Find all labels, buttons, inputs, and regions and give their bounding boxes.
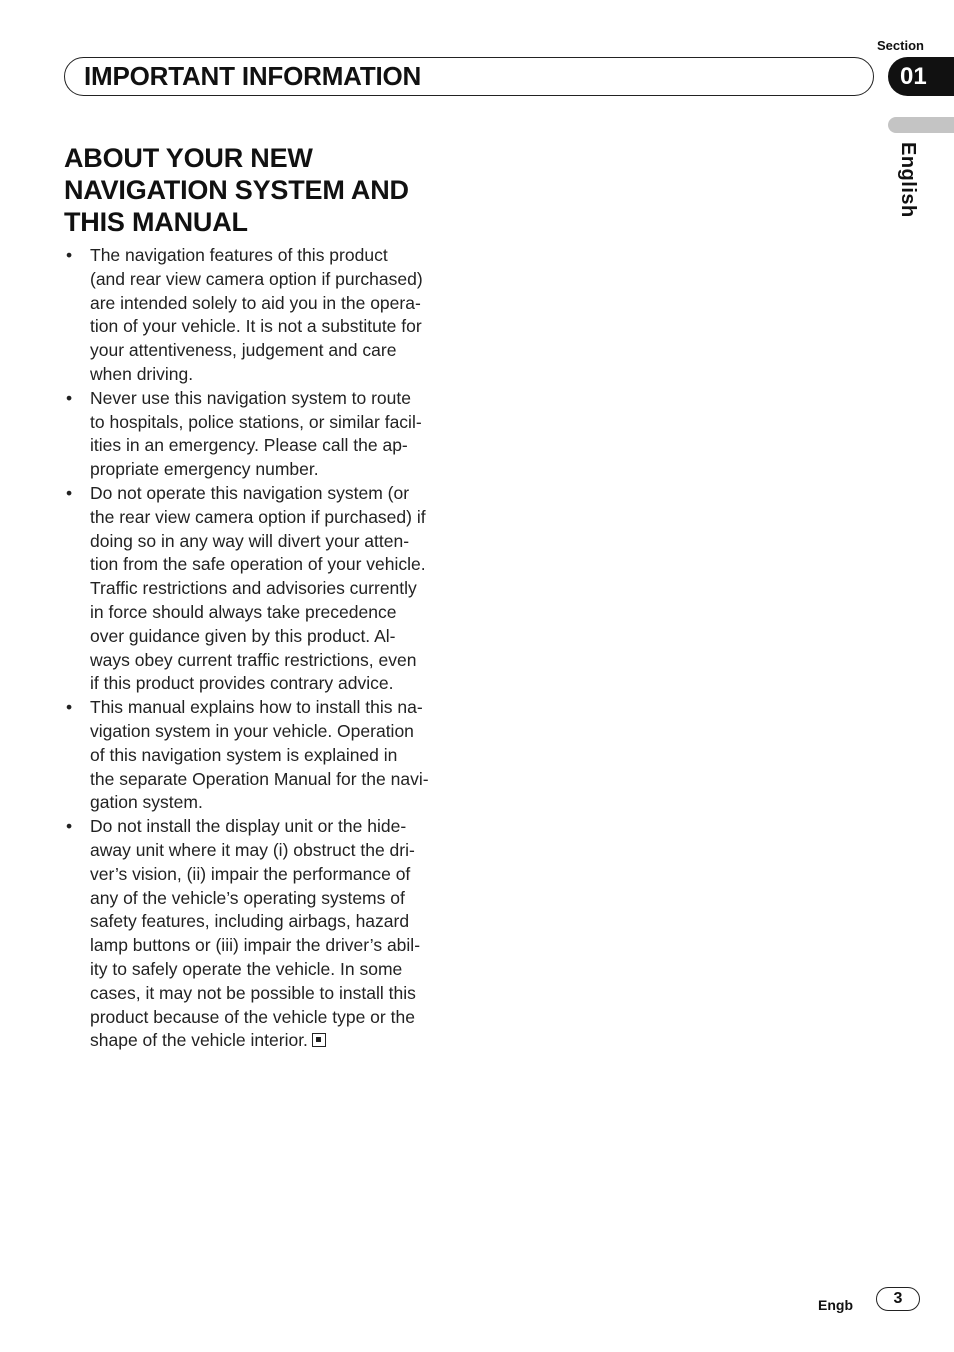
bullet-line: of this navigation system is explained in bbox=[90, 744, 398, 765]
bullet-line: ver’s vision, (ii) impair the performance of bbox=[90, 863, 411, 884]
page-title bbox=[64, 142, 484, 238]
bullet-line: Do not install the display unit or the hide- bbox=[90, 816, 407, 837]
bullet-line: in force should always take precedence bbox=[90, 601, 397, 622]
header-title: IMPORTANT INFORMATION bbox=[84, 61, 422, 91]
bullet-dot-icon: • bbox=[66, 816, 73, 837]
language-tab-indicator bbox=[888, 117, 954, 133]
bullet-line: Traffic restrictions and advisories currently bbox=[90, 578, 417, 599]
bullet-line: ities in an emergency. Please call the ap- bbox=[90, 435, 408, 456]
bullet-line: Do not operate this navigation system (or bbox=[90, 482, 410, 503]
section-label: Section bbox=[877, 38, 924, 53]
bullet-line: propriate emergency number. bbox=[90, 459, 319, 480]
bullet-line: (and rear view camera option if purchased) bbox=[90, 268, 423, 289]
bullet-line: gation system. bbox=[90, 792, 203, 813]
bullet-line: cases, it may not be possible to install this bbox=[90, 982, 416, 1003]
bullet-line: product because of the vehicle type or the bbox=[90, 1006, 415, 1027]
bullet-line: tion of your vehicle. It is not a substitute for bbox=[90, 316, 422, 337]
bullet-line: The navigation features of this product bbox=[90, 245, 388, 265]
bullet-list bbox=[64, 244, 454, 1053]
bullet-line: doing so in any way will divert your atten- bbox=[90, 530, 410, 551]
bullet-line: ity to safely operate the vehicle. In some bbox=[90, 958, 403, 979]
bullet-line: when driving. bbox=[90, 363, 194, 384]
end-of-section-icon bbox=[312, 1033, 326, 1047]
bullet-item bbox=[64, 815, 454, 1053]
bullet-line: away unit where it may (i) obstruct the dri- bbox=[90, 839, 415, 860]
bullet-dot-icon: • bbox=[66, 482, 73, 503]
bullet-line: tion from the safe operation of your vehicle. bbox=[90, 554, 426, 575]
bullet-line: the rear view camera option if purchased) if bbox=[90, 506, 426, 527]
bullet-line: to hospitals, police stations, or similar facil- bbox=[90, 411, 422, 432]
page-title-line: NAVIGATION SYSTEM AND bbox=[64, 175, 409, 205]
bullet-line: over guidance given by this product. Al- bbox=[90, 625, 396, 646]
page-title-line: THIS MANUAL bbox=[64, 207, 248, 237]
bullet-line: shape of the vehicle interior. bbox=[90, 1030, 308, 1051]
bullet-item bbox=[64, 387, 454, 482]
footer-language-code: Engb bbox=[818, 1297, 853, 1313]
bullet-line: ways obey current traffic restrictions, even bbox=[90, 649, 417, 670]
bullet-line: This manual explains how to install this na- bbox=[90, 697, 423, 718]
bullet-line: any of the vehicle’s operating systems of bbox=[90, 887, 405, 908]
section-number: 01 bbox=[900, 63, 927, 90]
section-number-tab bbox=[888, 57, 954, 96]
bullet-line: are intended solely to aid you in the opera- bbox=[90, 292, 421, 313]
bullet-line: vigation system in your vehicle. Operation bbox=[90, 720, 414, 741]
page-number: 3 bbox=[876, 1287, 920, 1311]
bullet-line: if this product provides contrary advice. bbox=[90, 673, 394, 694]
language-label: English bbox=[897, 142, 919, 218]
bullet-item bbox=[64, 696, 454, 815]
bullet-item bbox=[64, 244, 454, 387]
bullet-item bbox=[64, 482, 454, 696]
bullet-dot-icon: • bbox=[66, 245, 73, 265]
bullet-line: lamp buttons or (iii) impair the driver’s abil- bbox=[90, 935, 421, 956]
bullet-line: your attentiveness, judgement and care bbox=[90, 340, 397, 361]
bullet-line: Never use this navigation system to route bbox=[90, 387, 411, 408]
bullet-dot-icon: • bbox=[66, 697, 73, 718]
page-title-line: ABOUT YOUR NEW bbox=[64, 143, 313, 173]
bullet-line: the separate Operation Manual for the navi- bbox=[90, 768, 429, 789]
bullet-dot-icon: • bbox=[66, 387, 73, 408]
bullet-line: safety features, including airbags, hazard bbox=[90, 911, 410, 932]
